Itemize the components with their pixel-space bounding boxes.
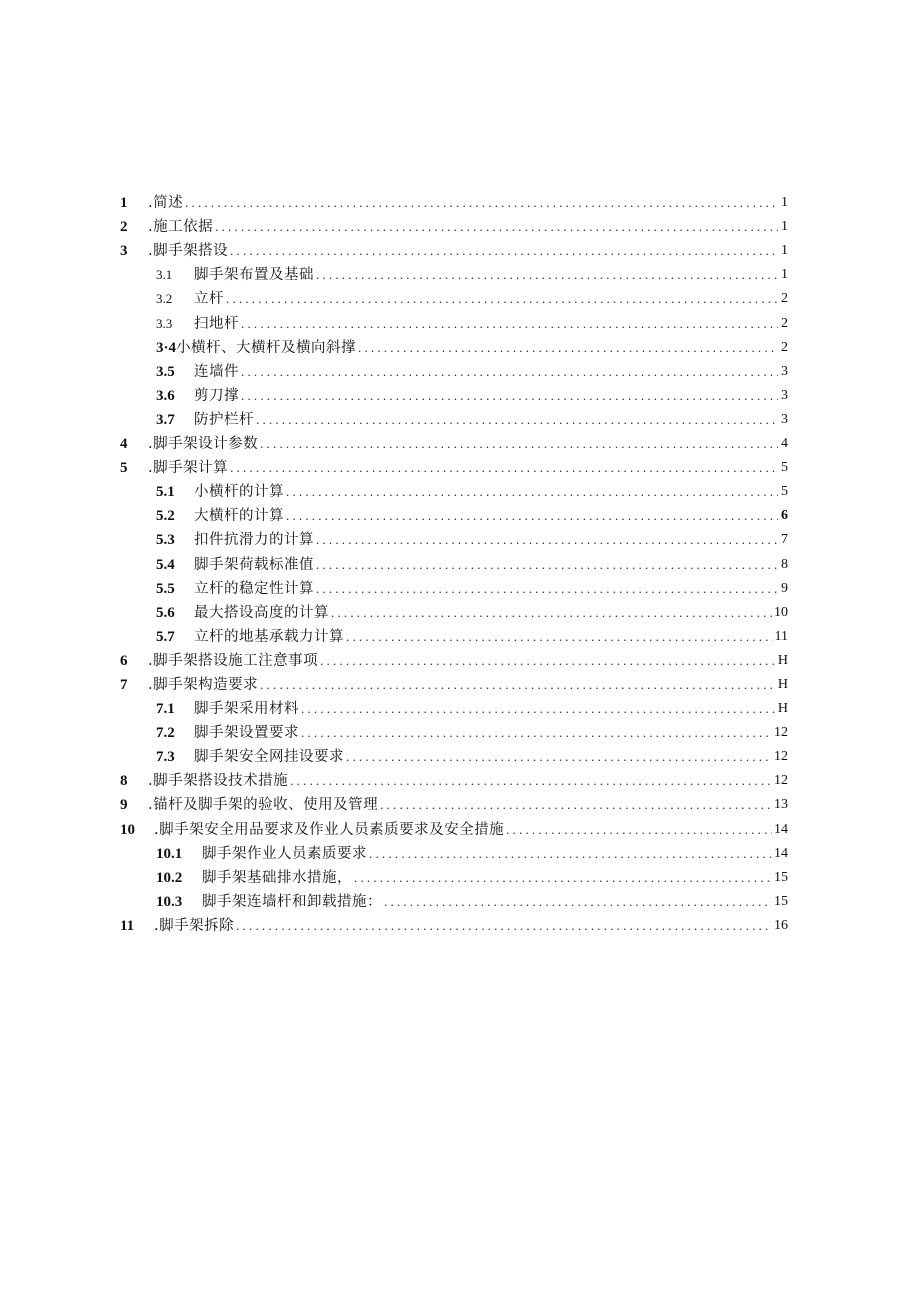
- toc-entry-number: 5: [120, 460, 128, 477]
- toc-entry-title: .施工依据: [148, 219, 214, 236]
- toc-entry[interactable]: [120, 188, 788, 212]
- toc-entry[interactable]: [120, 766, 788, 790]
- toc-entry[interactable]: [120, 212, 788, 236]
- toc-entry-number: 6: [120, 652, 128, 669]
- toc-entry-title: 小横杆、大横杆及横向斜撑: [176, 339, 357, 356]
- toc-entry[interactable]: [120, 790, 788, 814]
- toc-leader-dots: [241, 315, 778, 333]
- toc-entry-number: 7.2: [156, 725, 175, 742]
- toc-entry-page: H: [777, 701, 788, 717]
- toc-leader-dots: [316, 266, 778, 284]
- toc-entry-number: 1: [120, 195, 128, 212]
- toc-entry-page: 5: [781, 460, 788, 476]
- toc-leader-dots: [346, 748, 772, 766]
- toc-entry-title: .脚手架设计参数: [148, 436, 259, 453]
- toc-entry-title: 立杆: [194, 291, 224, 308]
- toc-entry-number: 5.6: [156, 604, 175, 621]
- toc-leader-dots: [241, 387, 778, 405]
- toc-entry-title: 大横杆的计算: [194, 508, 284, 525]
- toc-entry-number: 5.7: [156, 628, 175, 645]
- toc-leader-dots: [316, 556, 778, 574]
- toc-entry-page: 16: [774, 917, 788, 933]
- toc-entry-page: 14: [774, 845, 788, 861]
- toc-leader-dots: [290, 772, 772, 790]
- toc-entry-number: 7.1: [156, 701, 175, 718]
- toc-subentry[interactable]: [120, 357, 788, 381]
- toc-leader-dots: [260, 435, 778, 453]
- toc-entry-page: 15: [774, 893, 788, 909]
- toc-entry-number: 7: [120, 676, 128, 693]
- toc-subentry[interactable]: [120, 284, 788, 308]
- toc-entry[interactable]: [120, 670, 788, 694]
- toc-entry-title: 小横杆的计算: [194, 484, 284, 501]
- toc-entry[interactable]: [120, 814, 788, 838]
- toc-entry-number: 10.2: [156, 869, 183, 886]
- toc-entry-page: 5: [781, 484, 788, 500]
- toc-entry-number: 10: [120, 821, 135, 838]
- toc-leader-dots: [354, 869, 772, 887]
- toc-entry-page: 7: [781, 532, 788, 548]
- toc-entry-title: .脚手架搭设: [148, 243, 229, 260]
- toc-entry-number: 3.3: [156, 315, 173, 331]
- table-of-contents: [120, 188, 788, 935]
- toc-entry-number: 5.3: [156, 532, 175, 549]
- toc-subentry[interactable]: [120, 863, 788, 887]
- toc-leader-dots: [369, 845, 772, 863]
- toc-entry-page: 14: [774, 821, 788, 837]
- toc-entry-title: .脚手架安全用品要求及作业人员素质要求及安全措施: [154, 821, 505, 838]
- toc-entry-number: 5.1: [156, 484, 175, 501]
- toc-entry-page: 3: [781, 387, 788, 403]
- toc-entry-page: 12: [774, 725, 788, 741]
- toc-entry-number: 10.3: [156, 893, 183, 910]
- toc-subentry[interactable]: [120, 622, 788, 646]
- toc-leader-dots: [301, 724, 772, 742]
- toc-entry-number: 5.2: [156, 508, 175, 525]
- toc-entry-title: 扣件抗滑力的计算: [194, 532, 314, 549]
- toc-subentry[interactable]: [120, 742, 788, 766]
- toc-leader-dots: [384, 893, 772, 911]
- toc-entry-title: 脚手架基础排水措施，: [202, 869, 352, 886]
- toc-entry-number: 8: [120, 773, 128, 790]
- toc-leader-dots: [301, 700, 776, 718]
- toc-subentry[interactable]: [120, 333, 788, 357]
- toc-entry-page: 15: [774, 869, 788, 885]
- toc-leader-dots: [226, 290, 778, 308]
- toc-entry-number: 9: [120, 797, 128, 814]
- toc-entry-number: 10.1: [156, 845, 183, 862]
- toc-entry-title: 立杆的稳定性计算: [194, 580, 314, 597]
- toc-entry-number: 2: [120, 219, 128, 236]
- toc-entry-title: 脚手架连墙杆和卸载措施：: [202, 893, 382, 910]
- toc-leader-dots: [346, 628, 773, 646]
- toc-leader-dots: [331, 604, 772, 622]
- toc-entry-title: 脚手架荷载标准值: [194, 556, 314, 573]
- toc-leader-dots: [230, 459, 778, 477]
- toc-subentry[interactable]: [120, 308, 788, 332]
- toc-entry-number: 3.7: [156, 411, 175, 428]
- toc-leader-dots: [506, 821, 772, 839]
- toc-entry-page: 2: [781, 315, 788, 331]
- toc-entry[interactable]: [120, 646, 788, 670]
- toc-leader-dots: [256, 411, 778, 429]
- toc-subentry[interactable]: [120, 381, 788, 405]
- toc-leader-dots: [286, 507, 778, 525]
- toc-entry-title: 连墙件: [194, 363, 239, 380]
- toc-entry-number: 11: [120, 917, 135, 934]
- toc-subentry[interactable]: [120, 549, 788, 573]
- toc-leader-dots: [215, 218, 778, 236]
- toc-subentry[interactable]: [120, 839, 788, 863]
- toc-entry-number: 4: [120, 436, 128, 453]
- toc-entry-page: 11: [774, 628, 788, 644]
- toc-entry-page: 2: [781, 339, 788, 355]
- toc-leader-dots: [316, 531, 778, 549]
- toc-entry-title: 脚手架设置要求: [194, 725, 299, 742]
- toc-entry-title: .脚手架构造要求: [148, 676, 259, 693]
- toc-entry-number: 3: [120, 243, 128, 260]
- toc-entry-title: 最大搭设高度的计算: [194, 604, 329, 621]
- toc-subentry[interactable]: [120, 501, 788, 525]
- toc-entry-page: 4: [781, 436, 788, 452]
- toc-entry[interactable]: [120, 236, 788, 260]
- toc-entry-number: 3·4: [156, 339, 177, 356]
- toc-entry[interactable]: [120, 429, 788, 453]
- toc-subentry[interactable]: [120, 694, 788, 718]
- toc-entry-page: 12: [774, 773, 788, 789]
- toc-entry-title: .脚手架计算: [148, 460, 229, 477]
- toc-entry-page: 9: [781, 580, 788, 596]
- toc-entry-title: .脚手架拆除: [154, 917, 235, 934]
- toc-entry-title: 脚手架安全网挂设要求: [194, 749, 344, 766]
- toc-entry-page: 12: [774, 749, 788, 765]
- toc-entry-number: 3.6: [156, 387, 175, 404]
- toc-entry-title: 脚手架采用材料: [194, 701, 299, 718]
- toc-subentry[interactable]: [120, 574, 788, 598]
- toc-entry[interactable]: [120, 453, 788, 477]
- toc-entry-number: 3.1: [156, 267, 173, 283]
- toc-entry-page: 1: [781, 195, 788, 211]
- toc-leader-dots: [320, 652, 776, 670]
- toc-entry-page: 8: [781, 556, 788, 572]
- toc-subentry[interactable]: [120, 598, 788, 622]
- toc-entry-number: 5.4: [156, 556, 175, 573]
- toc-entry-title: .简述: [148, 195, 184, 212]
- toc-subentry[interactable]: [120, 260, 788, 284]
- toc-leader-dots: [260, 676, 776, 694]
- toc-entry-page: 10: [774, 604, 788, 620]
- toc-leader-dots: [230, 242, 778, 260]
- toc-entry-page: H: [777, 676, 788, 692]
- toc-subentry[interactable]: [120, 477, 788, 501]
- toc-subentry[interactable]: [120, 525, 788, 549]
- toc-leader-dots: [241, 363, 778, 381]
- toc-entry-title: 扫地杆: [194, 315, 239, 332]
- toc-leader-dots: [236, 917, 772, 935]
- toc-subentry[interactable]: [120, 887, 788, 911]
- toc-entry-title: .锚杆及脚手架的验收、使用及管理: [148, 797, 379, 814]
- toc-entry-page: 13: [774, 797, 788, 813]
- toc-entry-number: 3.5: [156, 363, 175, 380]
- toc-entry-title: 脚手架作业人员素质要求: [202, 845, 367, 862]
- toc-entry-title: .脚手架搭设施工注意事项: [148, 652, 319, 669]
- toc-entry-number: 3.2: [156, 291, 173, 307]
- toc-entry-page: 3: [781, 363, 788, 379]
- toc-leader-dots: [185, 194, 778, 212]
- toc-entry-page: 1: [781, 219, 788, 235]
- toc-entry-page: H: [777, 652, 788, 668]
- toc-entry[interactable]: [120, 911, 788, 935]
- toc-leader-dots: [358, 339, 778, 357]
- toc-entry-page: 3: [781, 411, 788, 427]
- toc-entry-title: .脚手架搭设技术措施: [148, 773, 289, 790]
- toc-entry-title: 立杆的地基承载力计算: [194, 628, 344, 645]
- toc-entry-page: 1: [781, 267, 788, 283]
- toc-leader-dots: [316, 580, 778, 598]
- toc-entry-title: 剪刀撑: [194, 387, 239, 404]
- toc-entry-number: 5.5: [156, 580, 175, 597]
- toc-entry-title: 脚手架布置及基础: [194, 267, 314, 284]
- toc-subentry[interactable]: [120, 405, 788, 429]
- toc-entry-page: 1: [781, 243, 788, 259]
- toc-entry-title: 防护栏杆: [194, 411, 254, 428]
- toc-entry-number: 7.3: [156, 749, 175, 766]
- toc-leader-dots: [286, 483, 778, 501]
- toc-subentry[interactable]: [120, 718, 788, 742]
- toc-entry-page: 6: [781, 508, 788, 524]
- toc-entry-page: 2: [781, 291, 788, 307]
- toc-leader-dots: [380, 796, 772, 814]
